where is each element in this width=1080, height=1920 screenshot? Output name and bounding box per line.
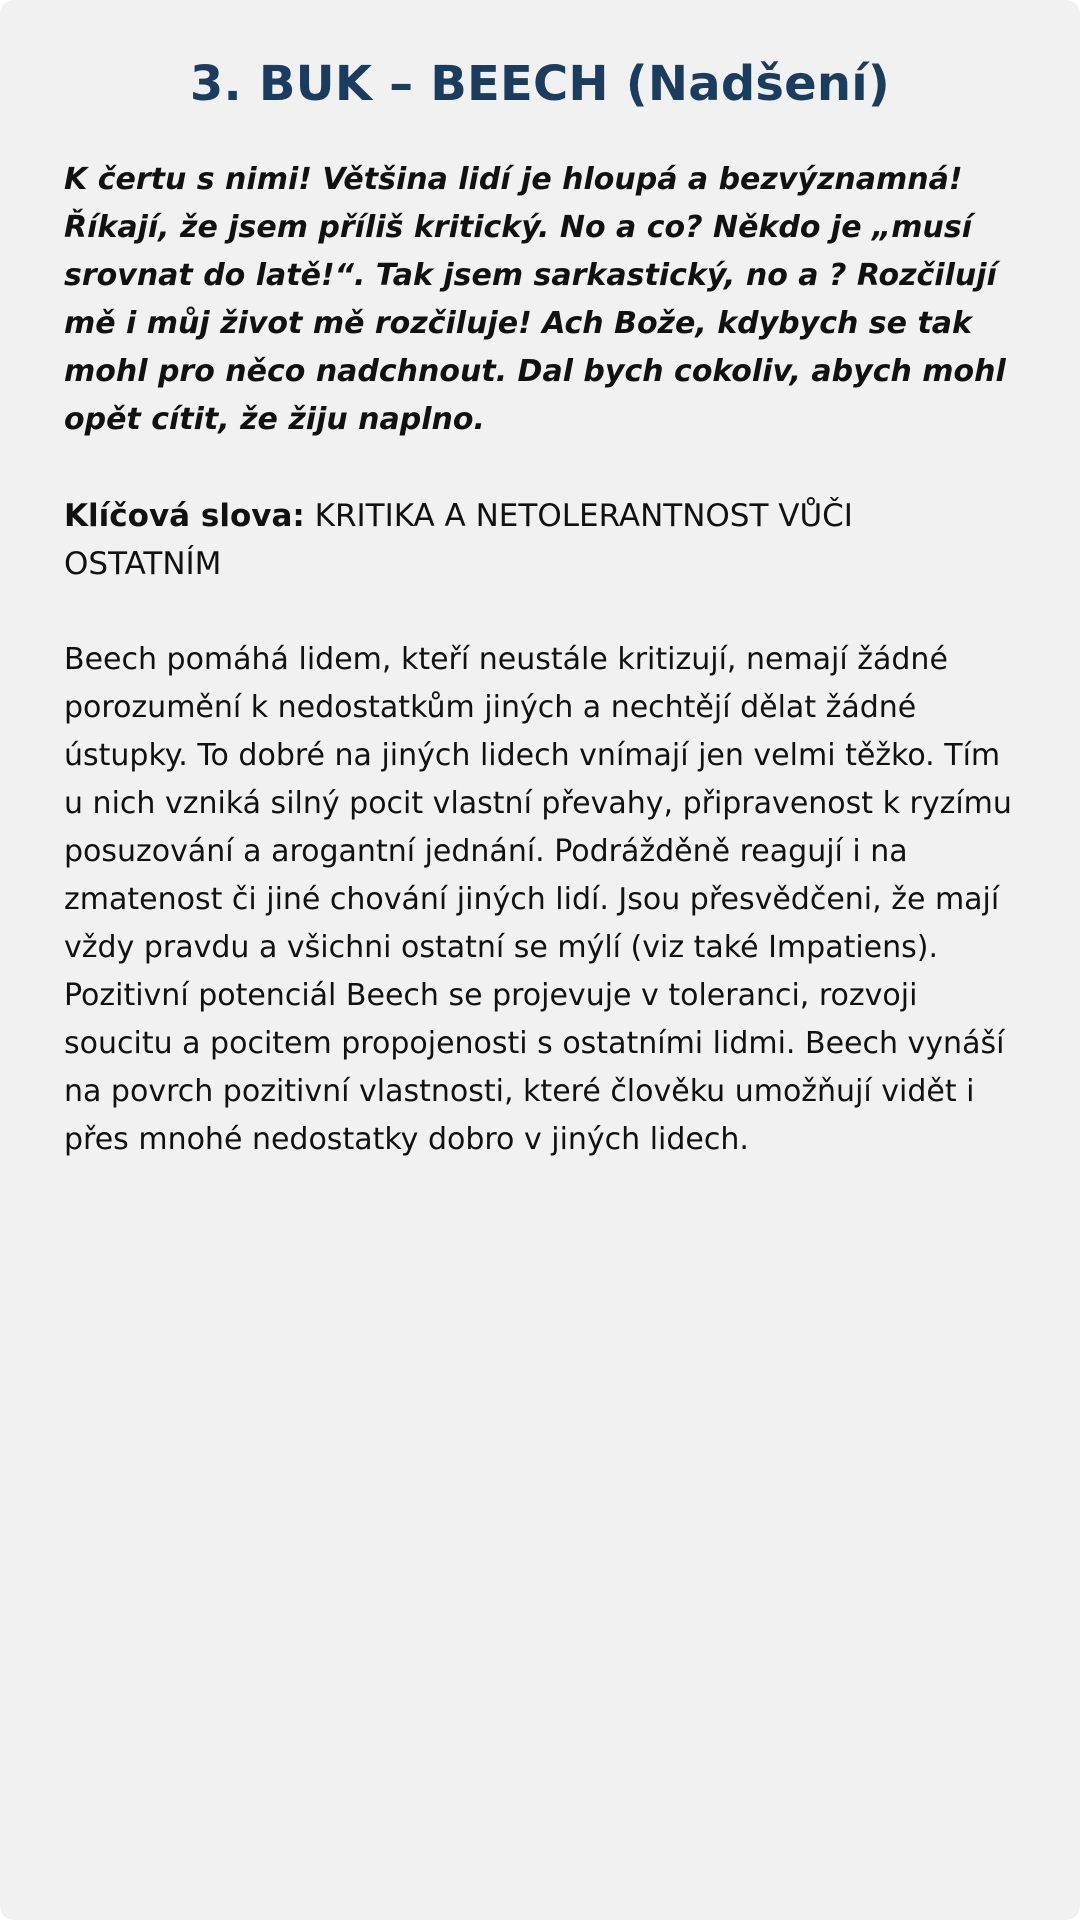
keywords-value: KRITIKA A NETOLERANTNOST VŮČI OSTATNÍM: [64, 498, 853, 582]
page-title: 3. BUK – BEECH (Nadšení): [189, 56, 891, 112]
keywords: [64, 492, 1016, 588]
intro-quote: K čertu s nimi! Většina lidí je hloupá a bezvýznamná! Říkají, že jsem příliš kritický. No a co? Někdo je „musí srovnat do latě!“. Tak jsem sarkastický, no a ? Rozčilují mě i můj život mě rozčiluje! Ach Bože, kdybych se tak mohl pro něco nadchnout. Dal bych cokoliv, abych mohl opět cítit, že žiju naplno.: [64, 162, 1006, 437]
keywords-label: Klíčová slova:: [64, 498, 305, 534]
description: Beech pomáhá lidem, kteří neustále kritizují, nemají žádné porozumění k nedostatkům jiných a nechtějí dělat žádné ústupky. To dobré na jiných lidech vnímají jen velmi těžko. Tím u nich vzniká silný pocit vlastní převahy, připravenost k ryzímu posuzování a arogantní jednání. Podrážděně reagují i na zmatenost či jiné chování jiných lidí. Jsou přesvědčeni, že mají vždy pravdu a všichni ostatní se mýlí (viz také Impatiens). Pozitivní potenciál Beech se projevuje v toleranci, rozvoji soucitu a pocitem propojenosti s ostatními lidmi. Beech vynáší na povrch pozitivní vlastnosti, které člověku umožňují vidět i přes mnohé nedostatky dobro v jiných lidech.: [64, 642, 1012, 1157]
